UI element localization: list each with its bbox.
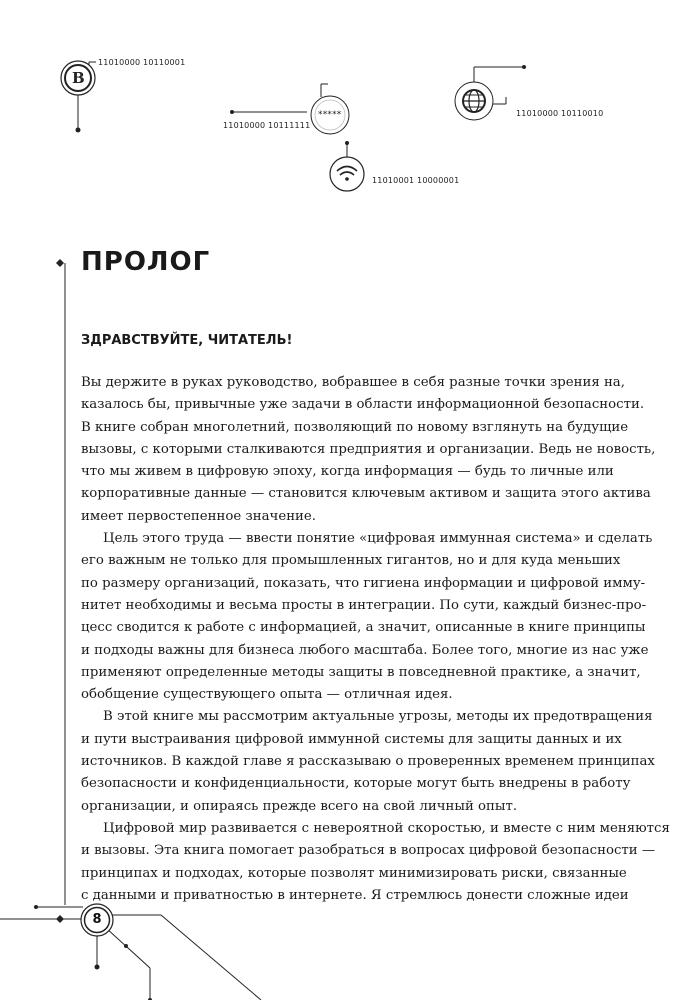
binary-code-center: 11010001 10000001: [372, 176, 460, 185]
chapter-title: ПРОЛОГ: [81, 247, 211, 277]
paragraph-2-line: применяют определенные методы защиты в повседневной практике, а значит,: [81, 664, 641, 680]
paragraph-2-line: его важным не только для промышленных гигантов, но и для куда меньших: [81, 553, 621, 569]
body-text: [81, 372, 670, 907]
coin-letter: B: [72, 69, 85, 87]
paragraph-3-line: источников. В каждой главе я рассказываю о проверенных временем принципах: [81, 754, 655, 770]
paragraph-3-line: безопасности и конфиденциальности, которые могут быть внедрены в работу: [81, 776, 631, 792]
paragraph-3-line: В этой книге мы рассмотрим актуальные угрозы, методы их предотвращения: [103, 709, 653, 725]
wifi-icon: [330, 157, 364, 191]
paragraph-4-line: Цифровой мир развивается с невероятной скоростью, и вместе с ним меняются: [103, 820, 670, 836]
password-mask: *****: [318, 110, 342, 120]
globe-icon: [455, 82, 493, 120]
paragraph-4-line: принципах и подходах, которые позволят минимизировать риски, связанные: [81, 865, 627, 881]
paragraph-1-line: имеет первостепенное значение.: [81, 508, 317, 524]
binary-code-top-left: 11010000 10110001: [98, 58, 186, 67]
paragraph-1-line: вызовы, с которыми сталкиваются предприятия и организации. Ведь не новость,: [81, 441, 656, 457]
binary-code-mid-left: 11010000 10111111: [223, 121, 311, 130]
paragraph-1-line: корпоративные данные — становится ключевым активом и защита этого актива: [81, 486, 651, 502]
paragraph-2-line: Цель этого труда — ввести понятие «цифровая иммунная система» и сделать: [103, 531, 653, 547]
paragraph-2-line: и подходы важны для бизнеса любого масштаба. Более того, многие из нас уже: [81, 642, 649, 658]
diamond-markers: [56, 259, 64, 923]
binary-code-right: 11010000 10110010: [516, 109, 604, 118]
paragraph-4-line: с данными и приватностью в интернете. Я стремлюсь донести сложные идеи: [81, 887, 629, 903]
paragraph-1-line: казалось бы, привычные уже задачи в области информационной безопасности.: [81, 397, 645, 413]
paragraph-3-line: и пути выстраивания цифровой иммунной системы для защиты данных и их: [81, 731, 622, 747]
paragraph-2-line: цесс сводится к работе с информацией, а значит, описанные в книге принципы: [81, 620, 646, 636]
paragraph-3-line: организации, и опираясь прежде всего на свой личный опыт.: [81, 798, 518, 814]
paragraph-1-line: Вы держите в руках руководство, вобравшее в себя разные точки зрения на,: [81, 375, 625, 390]
paragraph-4-line: и вызовы. Эта книга помогает разобраться в вопросах цифровой безопасности —: [81, 843, 656, 859]
page-number: 8: [92, 912, 102, 927]
chapter-subtitle: ЗДРАВСТВУЙТЕ, ЧИТАТЕЛЬ!: [81, 333, 293, 348]
paragraph-2-line: обобщение существующего опыта — отличная идея.: [81, 687, 453, 703]
paragraph-1-line: В книге собран многолетний, позволяющий по новому взглянуть на будущие: [81, 419, 629, 435]
paragraph-2-line: нитет необходимы и весьма просты в интеграции. По сути, каждый бизнес-про-: [81, 597, 647, 613]
paragraph-1-line: что мы живем в цифровую эпоху, когда информация — будь то личные или: [81, 464, 614, 480]
paragraph-2-line: по размеру организаций, показать, что гигиена информации и цифровой имму-: [81, 575, 646, 591]
